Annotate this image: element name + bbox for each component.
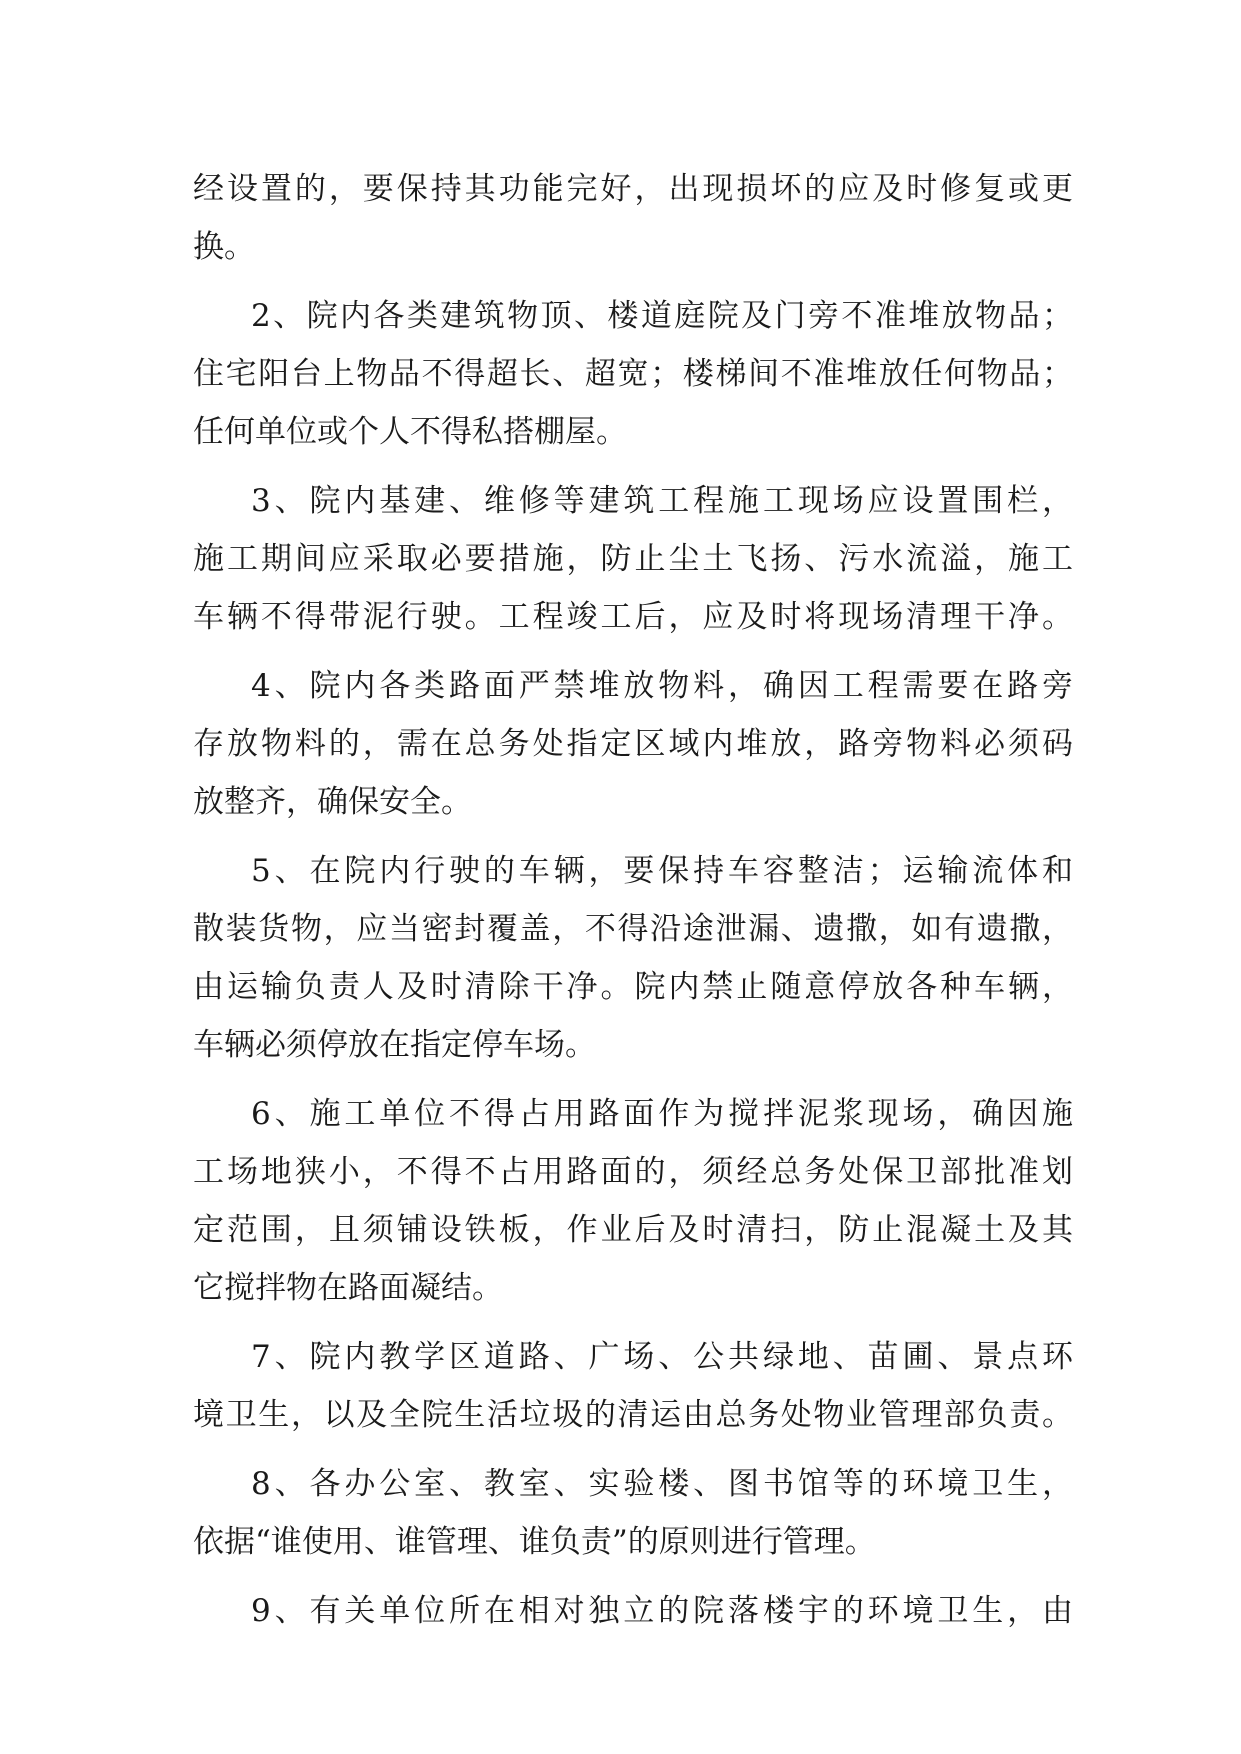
text-line: 放整齐，确保安全。 [193,784,472,820]
text-line: 任何单位或个人不得私搭棚屋。 [193,414,627,450]
text-line: 定范围，且须铺设铁板，作业后及时清扫，防止混凝土及其 [193,1212,1073,1248]
text-line: 存放物料的，需在总务处指定区域内堆放，路旁物料必须码 [193,726,1073,762]
paragraph-first-line: 7、院内教学区道路、广场、公共绿地、苗圃、景点环 [251,1339,1073,1375]
paragraph-gap [193,461,1073,472]
paragraph-gap [193,646,1073,657]
text-line: 换。 [193,229,255,265]
paragraph-gap [193,276,1073,287]
text-line: 境卫生，以及全院生活垃圾的清运由总务处物业管理部负责。 [193,1397,1073,1433]
paragraph-gap [193,1317,1073,1328]
text-line: 经设置的，要保持其功能完好，出现损坏的应及时修复或更 [193,171,1073,207]
paragraph-first-line: 6、施工单位不得占用路面作为搅拌泥浆现场，确因施 [251,1096,1073,1132]
paragraph-first-line: 3、院内基建、维修等建筑工程施工现场应设置围栏， [251,483,1073,519]
text-line: 由运输负责人及时清除干净。院内禁止随意停放各种车辆， [193,969,1073,1005]
text-line: 工场地狭小，不得不占用路面的，须经总务处保卫部批准划 [193,1154,1073,1190]
text-line: 车辆必须停放在指定停车场。 [193,1027,596,1063]
paragraph-gap [193,831,1073,842]
paragraph-gap [193,1074,1073,1085]
paragraph-first-line: 2、院内各类建筑物顶、楼道庭院及门旁不准堆放物品； [251,298,1073,334]
text-line: 它搅拌物在路面凝结。 [193,1270,503,1306]
paragraph-first-line: 4、院内各类路面严禁堆放物料，确因工程需要在路旁 [251,668,1073,704]
text-line: 依据“谁使用、谁管理、谁负责”的原则进行管理。 [193,1524,876,1560]
paragraph-first-line: 9、有关单位所在相对独立的院落楼宇的环境卫生，由 [251,1593,1073,1629]
text-line: 施工期间应采取必要措施，防止尘土飞扬、污水流溢，施工 [193,541,1073,577]
paragraph-first-line: 8、各办公室、教室、实验楼、图书馆等的环境卫生， [251,1466,1073,1502]
paragraph-first-line: 5、在院内行驶的车辆，要保持车容整洁；运输流体和 [251,853,1073,889]
text-line: 散装货物，应当密封覆盖，不得沿途泄漏、遗撒，如有遗撒， [193,911,1073,947]
text-line: 车辆不得带泥行驶。工程竣工后，应及时将现场清理干净。 [193,599,1073,635]
paragraph-gap [193,1571,1073,1582]
paragraph-gap [193,1444,1073,1455]
body-text [193,160,1073,1640]
text-line: 住宅阳台上物品不得超长、超宽；楼梯间不准堆放任何物品； [193,356,1073,392]
